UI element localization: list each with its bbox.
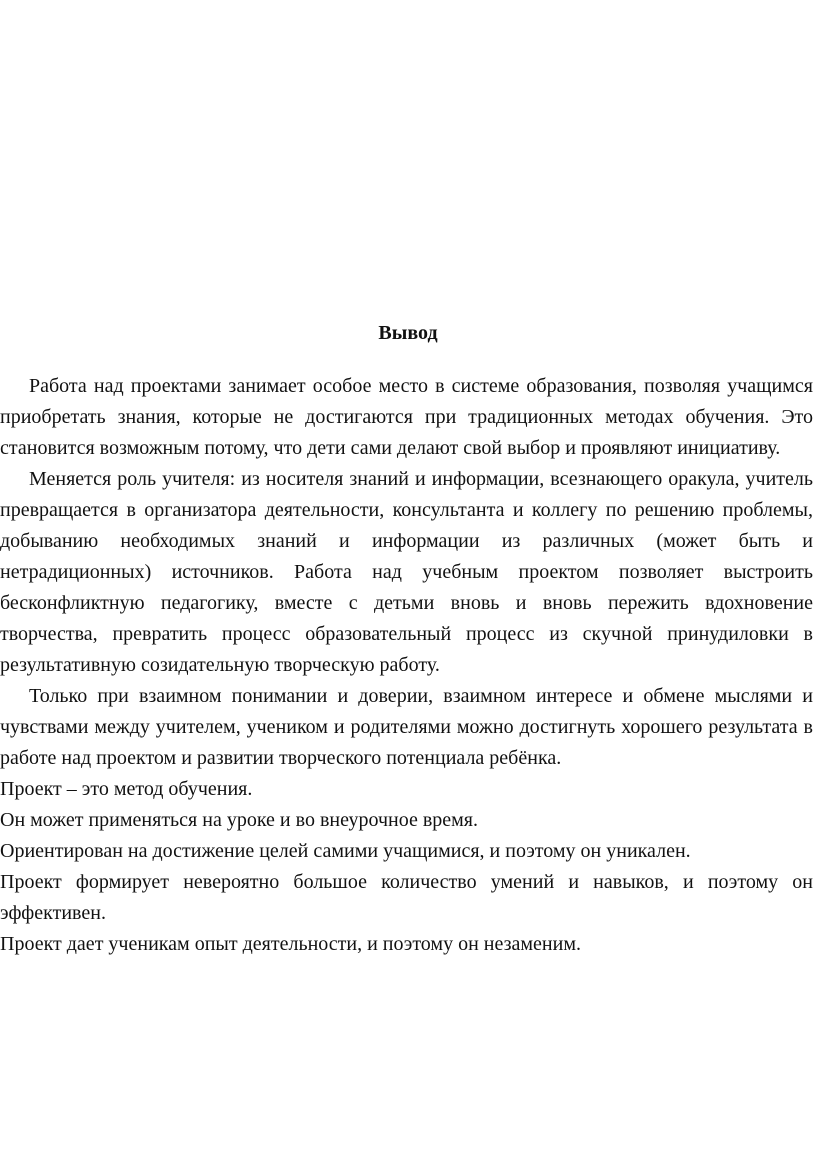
document-title: Вывод xyxy=(378,322,438,344)
statement-effective: Проект формирует невероятно большое количество умений и навыков, и поэтому он эффективен. xyxy=(0,871,813,924)
document-body xyxy=(0,371,813,960)
statement-method: Проект – это метод обучения. xyxy=(0,778,253,800)
statement-usage: Он может применяться на уроке и во внеурочное время. xyxy=(0,809,479,831)
statement-unique: Ориентирован на достижение целей самими учащимися, и поэтому он уникален. xyxy=(0,840,691,862)
paragraph-teacher-role: Меняется роль учителя: из носителя знаний и информации, всезнающего оракула, учитель превращается в организатора деятельности, консультанта и коллегу по решению проблемы, добыванию необходимых знаний и информации из различных (может быть и нетрадиционных) источников. Работа над учебным проектом позволяет выстроить бесконфликтную педагогику, вместе с детьми вновь и вновь пережить вдохновение творчества, превратить процесс образовательный процесс из скучной принудиловки в результативную созидательную творческую работу. xyxy=(0,468,813,676)
paragraph-project-work: Работа над проектами занимает особое место в системе образования, позволяя учащимся приобретать знания, которые не достигаются при традиционных методах обучения. Это становится возможным потому, что дети сами делают свой выбор и проявляют инициативу. xyxy=(0,375,813,459)
paragraph-mutual-understanding: Только при взаимном понимании и доверии, взаимном интересе и обмене мыслями и чувствами между учителем, учеником и родителями можно достигнуть хорошего результата в работе над проектом и развитии творческого потенциала ребёнка. xyxy=(0,685,813,769)
statement-irreplaceable: Проект дает ученикам опыт деятельности, и поэтому он незаменим. xyxy=(0,933,581,955)
